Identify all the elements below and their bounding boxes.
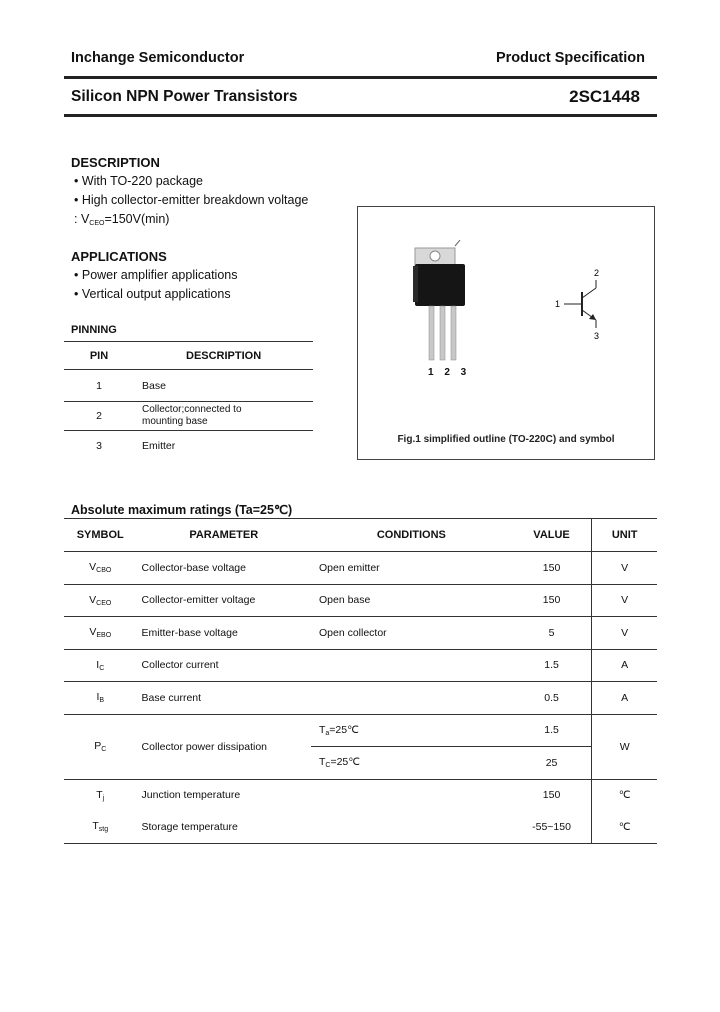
table-row <box>64 779 657 811</box>
rating-symbol: $I_C$ <box>64 649 137 682</box>
to220-package-image <box>405 240 475 370</box>
pin-row <box>64 402 313 431</box>
table-row <box>64 617 657 650</box>
rating-condition: Open base <box>311 584 512 617</box>
rating-condition <box>311 682 512 715</box>
pin-row <box>64 370 313 402</box>
pin-number: 1 <box>64 370 134 402</box>
rating-unit: V <box>592 617 657 650</box>
rating-value: 1.5 <box>512 714 592 747</box>
symbol-col-header: SYMBOL <box>64 519 137 552</box>
rating-symbol: $V_{CBO}$ <box>64 552 137 585</box>
applications-bullet-1: • Power amplifier applications <box>74 268 238 282</box>
table-row <box>64 649 657 682</box>
rating-condition: Open collector <box>311 617 512 650</box>
rating-symbol: $I_B$ <box>64 682 137 715</box>
pin-number: 2 <box>64 402 134 431</box>
symbol-pin-3: 3 <box>594 331 600 341</box>
rating-parameter: Emitter-base voltage <box>137 617 311 650</box>
pin-number: 3 <box>64 431 134 461</box>
table-row <box>64 552 657 585</box>
description-heading: DESCRIPTION <box>71 155 160 170</box>
rating-condition: $T_a=25℃$ <box>311 714 512 747</box>
rating-symbol: $P_C$ <box>64 714 137 779</box>
rating-value: -55~150 <box>512 811 592 843</box>
rating-parameter: Collector-emitter voltage <box>137 584 311 617</box>
pinning-heading: PINNING <box>71 324 117 336</box>
symbol-pin-1: 1 <box>555 299 561 309</box>
rating-unit: ℃ <box>592 811 657 843</box>
package-pin-numbers: 1 2 3 <box>428 367 471 378</box>
ratings-heading: Absolute maximum ratings (Ta=25℃) <box>71 503 293 517</box>
figure-caption: Fig.1 simplified outline (TO-220C) and symbol <box>397 434 615 445</box>
rating-unit: A <box>592 682 657 715</box>
rating-parameter: Junction temperature <box>141 789 241 802</box>
value-col-header: VALUE <box>512 519 592 552</box>
rating-value: 150 <box>512 552 592 585</box>
table-row <box>64 714 657 747</box>
rating-symbol: $T_j$ <box>96 788 105 802</box>
rating-unit: ℃ <box>592 779 657 811</box>
page-title: Silicon NPN Power Transistors <box>71 88 298 105</box>
npn-transistor-symbol <box>552 266 612 346</box>
rating-parameter: Storage temperature <box>137 811 311 843</box>
rating-condition <box>311 649 512 682</box>
applications-heading: APPLICATIONS <box>71 249 167 264</box>
header-rule-top <box>64 76 657 79</box>
table-row <box>64 584 657 617</box>
pin-description: Emitter <box>134 431 313 461</box>
rating-condition: $T_C=25℃$ <box>311 747 512 780</box>
rating-unit: V <box>592 552 657 585</box>
ratings-header-row <box>64 519 657 552</box>
rating-condition <box>311 811 512 843</box>
pin-row <box>64 431 313 461</box>
rating-value: 150 <box>512 584 592 617</box>
spec-label: Product Specification <box>495 50 645 66</box>
rating-parameter: Collector power dissipation <box>137 714 311 779</box>
rating-value: 0.5 <box>512 682 592 715</box>
rating-parameter: Collector current <box>137 649 311 682</box>
company-name: Inchange Semiconductor <box>71 50 245 66</box>
rating-symbol: $V_{CEO}$ <box>64 584 137 617</box>
pinning-table <box>64 341 313 461</box>
pin-desc-col-header: DESCRIPTION <box>134 342 313 370</box>
rating-value: 25 <box>512 747 592 780</box>
table-row <box>64 682 657 715</box>
applications-bullet-2: • Vertical output applications <box>74 287 231 301</box>
rating-value: 150 <box>542 789 561 802</box>
ratings-table <box>64 518 657 844</box>
rating-symbol: $V_{EBO}$ <box>64 617 137 650</box>
vceo-spec: : $V_{CEO}=150V(\min)$ <box>74 212 170 227</box>
part-number: 2SC1448 <box>569 87 640 106</box>
conditions-col-header: CONDITIONS <box>311 519 512 552</box>
table-row <box>64 811 657 843</box>
rating-parameter: Collector-base voltage <box>137 552 311 585</box>
rating-parameter: Base current <box>137 682 311 715</box>
symbol-pin-2: 2 <box>594 268 600 278</box>
rating-value: 1.5 <box>512 649 592 682</box>
rating-unit: A <box>592 649 657 682</box>
pin-description: Base <box>134 370 313 402</box>
rating-unit: V <box>592 584 657 617</box>
unit-col-header: UNIT <box>592 519 657 552</box>
pin-description: Collector;connected to mounting base <box>134 402 313 431</box>
rating-symbol: $T_{stg}$ <box>64 811 137 843</box>
parameter-col-header: PARAMETER <box>137 519 311 552</box>
header-rule-bottom <box>64 114 657 117</box>
rating-condition <box>311 779 512 811</box>
rating-condition: Open emitter <box>311 552 512 585</box>
pin-col-header: PIN <box>64 342 134 370</box>
description-bullet-2: • High collector-emitter breakdown voltage <box>74 193 309 207</box>
rating-unit: W <box>592 714 657 779</box>
rating-value: 5 <box>512 617 592 650</box>
description-bullet-1: • With TO-220 package <box>74 174 203 188</box>
